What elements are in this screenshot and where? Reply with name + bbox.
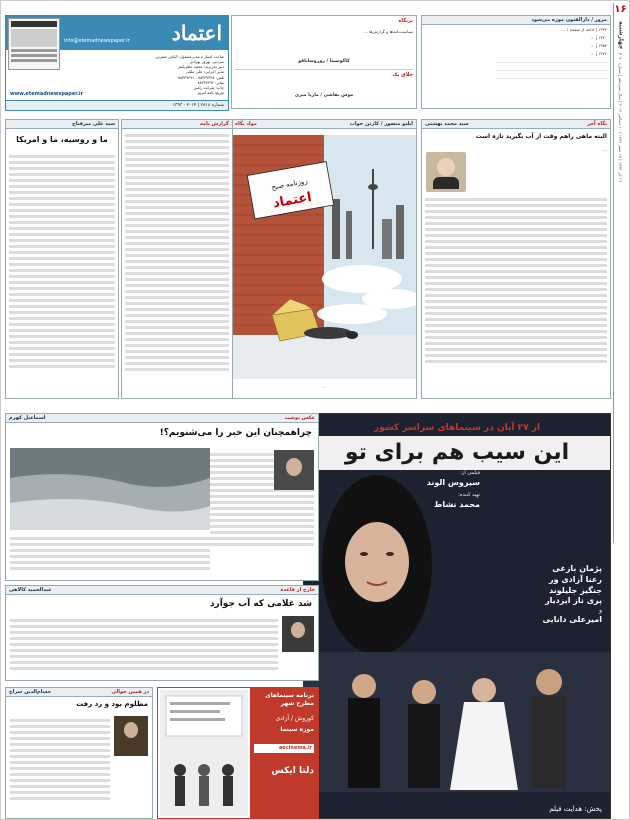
masthead-issue-line: شماره ۲۸۱۸ | ۲۰۱۴ · ۱۳۹۳	[6, 100, 228, 110]
page-number: ۱۶	[614, 4, 627, 15]
movie-cast-list	[482, 564, 602, 626]
column-right	[421, 119, 611, 399]
cinema-ad[interactable]	[157, 687, 319, 819]
cinema-ad-poster	[160, 690, 248, 816]
stamp-author: موش نقاشی / ماریا میری	[294, 92, 354, 98]
movie-ad[interactable]	[303, 413, 611, 819]
movie-title: این سیب هم برای تو	[304, 436, 610, 470]
cartoon-caption: ...	[322, 384, 326, 390]
history-list: ۱۳۳۲ | ادامه از صفحه ۱ ... ۱۳۴۰ | ... ۱۳۵۴ | ... ۱۳۷۶ | ... ..................................................................................... ..................................................................................... .....................................................................................	[422, 25, 610, 84]
masthead-email[interactable]: info@etemadnewspaper.ir	[64, 38, 130, 44]
cast-name: رعنا آزادی ور	[548, 574, 602, 584]
brief-box	[231, 15, 417, 109]
cinema-ad-word: دلتا ایکس	[271, 765, 314, 776]
article-c-author: حسام‌الدین سراج	[9, 688, 52, 695]
credit-line: دبیر تحریریه: محمد عطریانفر	[177, 64, 224, 70]
photo-article-headline: چراهمچنان این خبر را می‌شنویم؟!	[159, 428, 312, 438]
article-b-section: خارج از قاعده	[280, 586, 315, 593]
movie-producer-label: تهیه کننده:	[458, 492, 480, 498]
photo-article-header	[6, 414, 318, 423]
page-date-line: ۱۹ آذر ۱۳۹۳ | ۱۷ صفر ۱۴۳۶ | ۱۰ دسامبر ۲۰۱۴ | سال سیزدهم | شماره ۳۰۹۰	[618, 52, 624, 183]
column-right-intro: ...	[603, 147, 607, 153]
cast-name: پری ناز ایزدیار	[545, 596, 602, 606]
credit-line: صاحب امتیاز و مدیر مسئول: الیاس حضرتی	[155, 54, 224, 59]
col-mid-box	[121, 119, 233, 399]
photo-article-portrait-block	[210, 450, 314, 549]
col-left-author: سید علی میرفتاح	[72, 120, 115, 127]
cartoon-header	[232, 120, 416, 129]
col-left-box	[5, 119, 119, 399]
cartoon-illustration	[232, 129, 416, 379]
credit-line: نمابر: ۸۸۳۳۷۴۹۲	[197, 79, 224, 85]
article-c	[5, 687, 153, 819]
cinema-ad-line2: موزه سینما	[280, 725, 314, 733]
cinema-ad-right-panel	[250, 688, 318, 818]
article-c-section: در همین حوالی	[111, 688, 149, 695]
front-page-thumbnail	[8, 18, 60, 70]
page-date-strip	[613, 3, 627, 543]
cast-connector: و	[599, 607, 602, 615]
movie-director-label: فیلمی از:	[460, 470, 480, 476]
page-day: چهارشنبه	[617, 20, 625, 49]
cinema-ad-site[interactable]: aecinema.ir	[254, 744, 314, 753]
stamp-title: خلاق یک	[392, 71, 413, 78]
col-mid-section: گزارش نامه	[199, 120, 229, 127]
cast-name: جنگیز جلیلوند	[549, 585, 602, 595]
photo-article-kicker: اسماعیل کهرم	[9, 414, 46, 421]
cartoon-box	[231, 119, 417, 399]
cinema-ad-line1: کوروش / آزادی	[275, 714, 314, 722]
masthead-website[interactable]: www.etemadnewspaper.ir	[10, 91, 84, 98]
masthead-logo: اعتماد	[171, 21, 222, 45]
article-c-author-photo	[114, 716, 148, 756]
article-b	[5, 585, 319, 681]
article-c-headline: مظلوم بود و رد رفت	[76, 700, 148, 708]
brief-text: سیاست‌نامه‌ها و گزارش‌ها ...	[363, 28, 413, 34]
movie-group-photo	[304, 652, 610, 792]
article-c-header	[6, 688, 152, 697]
history-item: ۱۳۳۲ | ادامه از صفحه ۱ ...	[560, 27, 607, 32]
cartoon-section: مواد نگاه	[235, 120, 257, 127]
cast-name: پژمان بازغی	[552, 564, 602, 573]
history-box	[421, 15, 611, 109]
photo-article-author-photo	[274, 450, 314, 490]
credit-line: توزیع: نامه امروز	[197, 89, 224, 95]
movie-distributor: پخش: هدایت فیلم	[549, 804, 602, 813]
movie-portrait	[312, 470, 442, 660]
col-mid-header	[122, 120, 232, 129]
credit-line: سردبیر: بهروز بهزادی	[189, 59, 224, 65]
column-right-headline: البته ماهی راهم وقت از آب بگیرید تازه است	[475, 133, 607, 140]
article-b-headline: شد غلامی که آب جوآرد	[209, 599, 312, 609]
cartoon-sign-line1: روزنامه صبح	[270, 177, 309, 192]
credit-line: چاپ: شرکت رامین	[193, 84, 224, 90]
cast-name: امیرعلی دانایی	[542, 615, 602, 625]
movie-release-date: از ۲۷ آبان در سینماهای سراسر کشور	[373, 423, 541, 433]
movie-producer: محمد نشاط	[434, 500, 480, 509]
column-right-author: سید محمد بهشتی	[425, 120, 469, 127]
history-item: ۱۳۷۶ | ...	[590, 50, 607, 56]
history-item: ۱۳۵۴ | ...	[590, 42, 607, 48]
history-header	[422, 16, 610, 25]
photo-article	[5, 413, 319, 581]
column-right-header	[422, 120, 610, 129]
coast-photo	[10, 448, 210, 530]
brief-title: بزنگاه	[398, 18, 413, 24]
col-left-headline: ما و روسیه، ما و امریکا	[16, 135, 108, 144]
history-item: ۱۳۴۰ | ...	[590, 34, 607, 40]
history-title: مرور / دارالفنون موزه می‌شود	[531, 16, 607, 23]
photo-article-section: عکس نوشت	[284, 414, 315, 421]
credit-line: تلفن: ۸۸۳۳۷۳۲۵ - ۸۸۳۳۷۴۹۶	[177, 74, 224, 80]
article-b-header	[6, 586, 318, 595]
column-right-tag: نگاه آخر	[587, 120, 607, 127]
article-b-author-photo	[282, 616, 314, 652]
movie-director: سیروس الوند	[426, 478, 480, 487]
cartoon-artist: ایلنو منصور / کارتن خواب	[349, 120, 413, 127]
author-photo	[426, 152, 466, 192]
brief-author: کاکوسینا / زوروسانافو	[298, 58, 350, 64]
credit-line: مدیر اجرایی: علی ملکی	[185, 69, 224, 75]
col-left-header	[6, 120, 118, 129]
article-b-author: عبدالحمید کالاهی	[9, 586, 52, 593]
cartoon-sign-line2: اعتماد	[271, 189, 313, 212]
masthead-credits	[64, 54, 224, 95]
masthead-box	[5, 15, 229, 111]
cinema-ad-title: برنامه سینماهای مطرح شهر	[265, 692, 314, 708]
